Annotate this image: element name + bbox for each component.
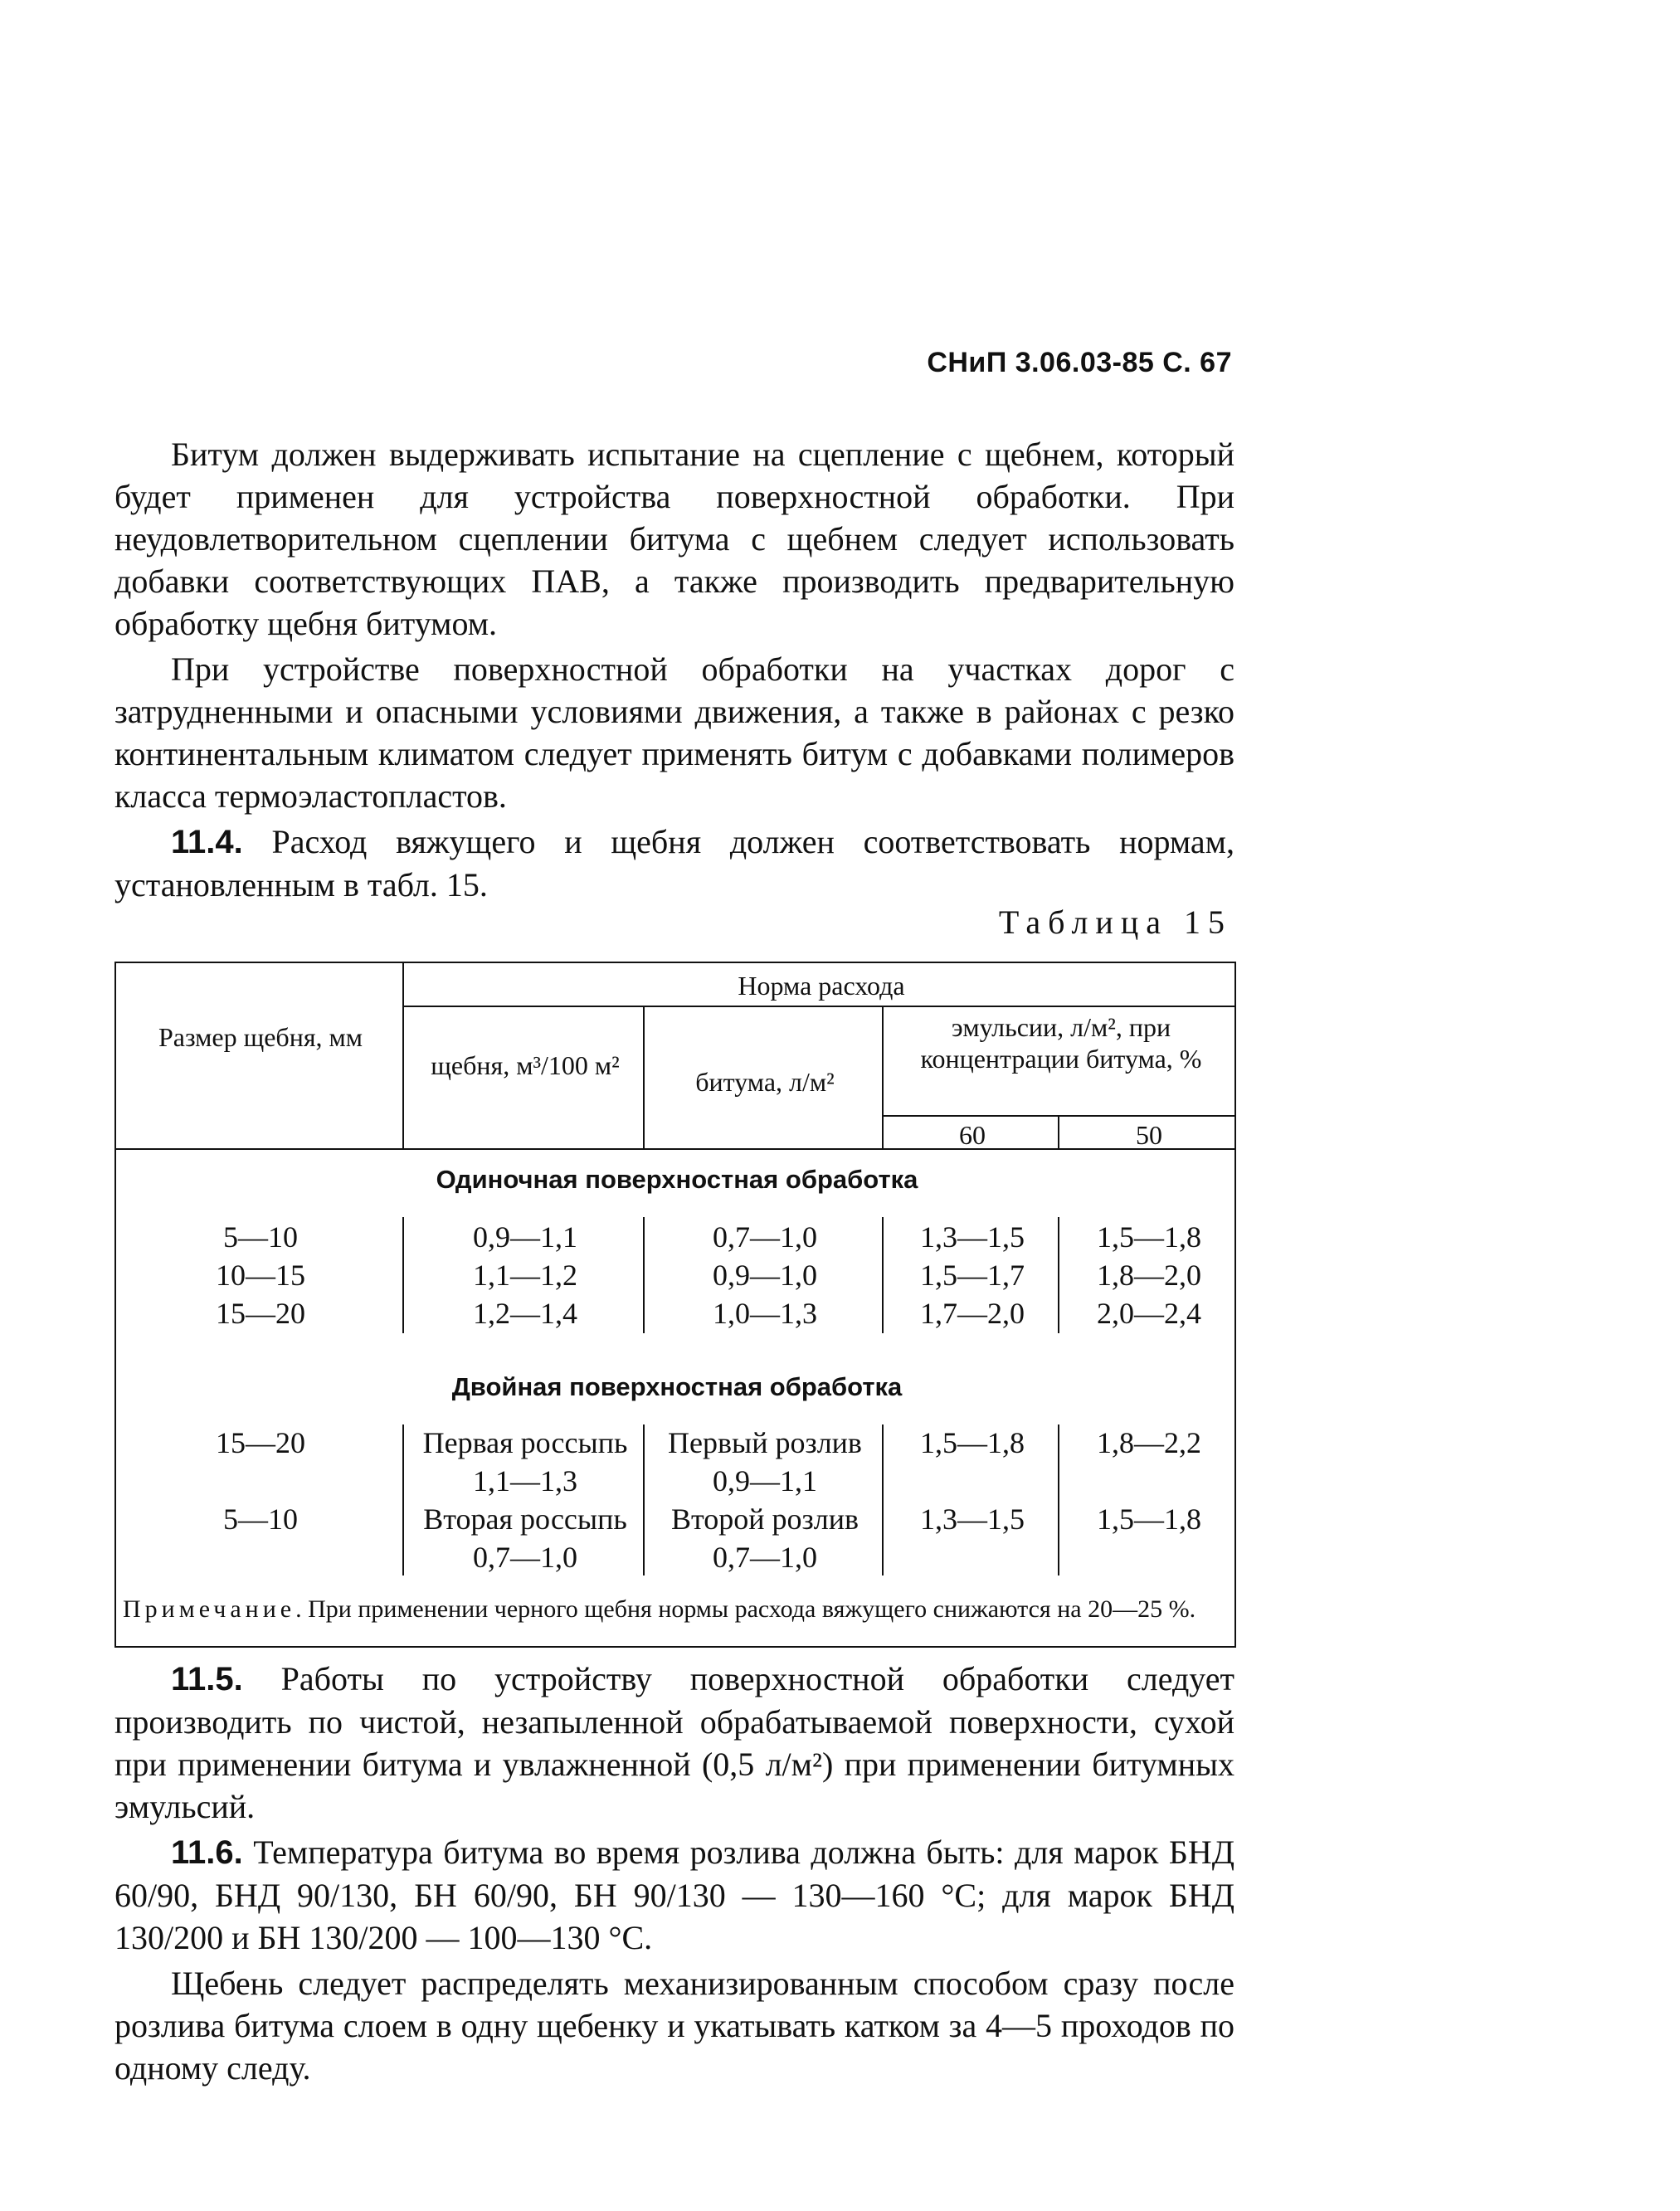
note-text: . При применении черного щебня нормы расхода вяжущего снижаются на 20—25 %. — [295, 1595, 1196, 1623]
double-row-2-bitumen-value: 0,7—1,0 — [713, 1541, 817, 1574]
page-header: СНиП 3.06.03-85 С. 67 — [927, 347, 1232, 378]
table-row-1-e60: 1,3—1,5 — [920, 1220, 1025, 1254]
double-row-1-e60: 1,5—1,8 — [920, 1426, 1025, 1459]
col-header-bitumen: битума, л/м² — [695, 1067, 835, 1097]
clause-text: Расход вяжущего и щебня должен соответствовать нормам, установленным в табл. 15. — [114, 823, 1234, 903]
double-row-1-gravel-value: 1,1—1,3 — [473, 1464, 577, 1498]
table-row-1-size: 5—10 — [223, 1220, 298, 1254]
top-paragraphs — [114, 433, 1234, 906]
table-row-2-size: 10—15 — [216, 1259, 305, 1292]
table-row-3-bitumen: 1,0—1,3 — [713, 1297, 817, 1330]
double-row-2-gravel-value: 0,7—1,0 — [473, 1541, 577, 1574]
paragraph: Битум должен выдерживать испытание на сцепление с щебнем, который будет применен для устройства поверхностной обработки. При неудовлетворительном сцеплении битума с щебнем следует использовать добавки соответствующих ПАВ, а также производить предварительную обработку щебня битумом. — [114, 436, 1234, 642]
col-header-50: 50 — [1136, 1120, 1162, 1150]
note-label: Примечание — [123, 1595, 296, 1623]
double-row-1-e50: 1,8—2,2 — [1097, 1426, 1201, 1459]
double-row-1-gravel-label: Первая россыпь — [422, 1426, 628, 1459]
double-row-2-size: 5—10 — [223, 1502, 298, 1536]
clause-text: Работы по устройству поверхностной обработки следует производить по чистой, незапыленной обрабатываемой поверхности, сухой при применении битума и увлажненной (0,5 л/м²) при применении битумных эмульсий. — [114, 1660, 1234, 1825]
table-row-2-gravel: 1,1—1,2 — [473, 1259, 577, 1292]
double-row-1-size: 15—20 — [216, 1426, 305, 1459]
table-row-3-e50: 2,0—2,4 — [1097, 1297, 1201, 1330]
table-row-3-e60: 1,7—2,0 — [920, 1297, 1025, 1330]
section-double: Двойная поверхностная обработка — [451, 1372, 903, 1401]
table-row-2-e50: 1,8—2,0 — [1097, 1259, 1201, 1292]
table-row-3-size: 15—20 — [216, 1297, 305, 1330]
table-caption: Таблица 15 — [998, 903, 1232, 941]
clause-11-4 — [114, 821, 1234, 906]
col-header-60: 60 — [959, 1120, 986, 1150]
double-row-2-bitumen-label: Второй розлив — [671, 1502, 859, 1536]
col-header-emulsion: эмульсии, л/м², при концентрации битума, % — [920, 1012, 1202, 1074]
double-row-1-bitumen-label: Первый розлив — [668, 1426, 862, 1459]
table-note — [123, 1594, 1226, 1625]
clause-number: 11.5. — [171, 1661, 243, 1697]
table-row-1-e50: 1,5—1,8 — [1097, 1220, 1201, 1254]
table-row-2-e60: 1,5—1,7 — [920, 1259, 1025, 1292]
clause-11-5 — [114, 1658, 1234, 1828]
table-row-1-gravel: 0,9—1,1 — [473, 1220, 577, 1254]
clause-text: Температура битума во время розлива должна быть: для марок БНД 60/90, БНД 90/130, БН 60/90, БН 90/130 — 130—160 °С; для марок БНД 130/200 и БН 130/200 — 100—130 °С. — [114, 1834, 1234, 1956]
clause-number: 11.4. — [171, 824, 243, 860]
paragraph: При устройстве поверхностной обработки на участках дорог с затрудненными и опасными условиями движения, а также в районах с резко континентальным климатом следует применять битум с добавками полимеров класса термоэластопластов. — [114, 650, 1234, 815]
double-row-2-e50: 1,5—1,8 — [1097, 1502, 1201, 1536]
clause-number: 11.6. — [171, 1834, 243, 1871]
col-header-gravel: щебня, м³/100 м² — [431, 1050, 620, 1080]
table-15 — [114, 962, 1236, 1648]
paragraph: Щебень следует распределять механизированным способом сразу после розлива битума слоем в одну щебенку и укатывать катком за 4—5 проходов по одному следу. — [114, 1965, 1234, 2087]
bottom-paragraphs — [114, 1658, 1234, 2089]
col-header-norm: Норма расхода — [738, 971, 905, 1001]
double-row-2-gravel-label: Вторая россыпь — [423, 1502, 627, 1536]
table-row-1-bitumen: 0,7—1,0 — [713, 1220, 817, 1254]
clause-11-6 — [114, 1831, 1234, 1959]
table-row-3-gravel: 1,2—1,4 — [473, 1297, 577, 1330]
col-header-size: Размер щебня, мм — [158, 1022, 363, 1052]
double-row-2-e60: 1,3—1,5 — [920, 1502, 1025, 1536]
double-row-1-bitumen-value: 0,9—1,1 — [713, 1464, 817, 1498]
section-single: Одиночная поверхностная обработка — [436, 1165, 918, 1194]
table-row-2-bitumen: 0,9—1,0 — [713, 1259, 817, 1292]
